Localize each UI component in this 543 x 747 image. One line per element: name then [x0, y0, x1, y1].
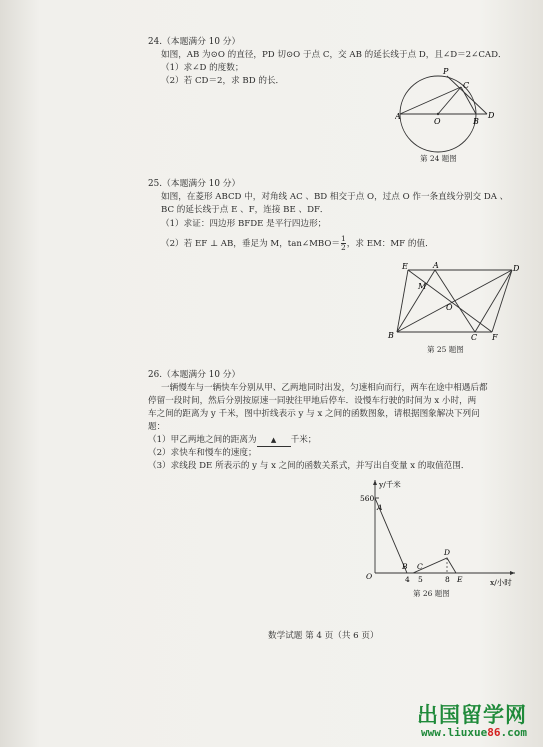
q26-graph-point-e: E [457, 575, 463, 584]
q24-label-a: A [395, 112, 401, 121]
q25-label-e: E [402, 262, 408, 271]
q24-label-c: C [463, 81, 470, 90]
q26-graph-ytick-560: 560 [360, 494, 375, 503]
q24-part2: （2）若 CD＝2，求 BD 的长． [161, 76, 285, 86]
q26-caption: 第 26 题图 [413, 589, 450, 598]
q24-header: 24.（本题满分 10 分） [148, 37, 241, 47]
q26-graph-point-d: D [444, 548, 451, 557]
q24-label-p: P [443, 67, 449, 76]
q25-caption: 第 25 题图 [427, 345, 464, 354]
q25-statement-line1: 如图，在菱形 ABCD 中，对角线 AC 、BD 相交于点 O，过点 O 作一条直线分别交 DA 、 [161, 192, 509, 202]
watermark-url-post: .com [500, 726, 527, 739]
q26-part1-text: （1）甲乙两地之间的距离为 [148, 435, 257, 445]
q24-label-b: B [473, 117, 479, 126]
q25-fraction-num: 1 [341, 234, 346, 243]
q26-graph-xtick-4: 4 [405, 575, 410, 584]
q26-part2: （2）求快车和慢车的速度； [148, 448, 257, 458]
page-footer: 数学试题 第 4 页（共 6 页） [268, 631, 379, 641]
q25-part2-text: （2）若 EF ⊥ AB，垂足为 M，tan∠MBO＝ [161, 239, 341, 249]
q26-graph-point-c: C [417, 562, 423, 571]
q26-statement-line3: 车之间的距离为 y 千米，图中折线表示 y 与 x 之间的函数图象，请根据图象解决下列问 [148, 409, 480, 419]
q26-graph-xtick-8: 8 [445, 575, 450, 584]
q24-label-o: O [434, 117, 441, 126]
q25-label-b: B [388, 331, 394, 340]
q24-caption: 第 24 题图 [420, 154, 457, 163]
q26-part1 [148, 434, 316, 447]
q26-statement-line2: 停留一段时间，然后分别按原速一同驶往甲地后停车．设慢车行驶的时间为 x 小时，两 [148, 396, 477, 406]
q26-graph [360, 478, 520, 588]
watermark-url-pre: www.liuxue [421, 726, 488, 739]
q25-label-a: A [433, 262, 439, 270]
q25-figure [382, 262, 522, 342]
q26-graph-origin: O [366, 572, 373, 581]
q25-fraction-den: 2 [341, 243, 346, 252]
watermark-title: 出国留学网 [417, 703, 527, 727]
q26-header: 26.（本题满分 10 分） [148, 370, 241, 380]
q26-graph-point-b: B [402, 562, 408, 571]
q25-label-o: O [446, 303, 453, 312]
q26-part3: （3）求线段 DE 所表示的 y 与 x 之间的函数关系式，并写出自变量 x 的取值范围． [148, 461, 470, 471]
q24-statement: 如图，AB 为⊙O 的直径，PD 切⊙O 于点 C，交 AB 的延长线于点 D，且∠D＝2∠CAD． [161, 50, 507, 60]
watermark-url [421, 726, 527, 739]
q26-statement-line1: 一辆慢车与一辆快车分别从甲、乙两地同时出发，匀速相向而行，两车在途中相遇后都 [161, 383, 488, 393]
q25-label-f: F [492, 333, 498, 342]
q25-statement-line2: BC 的延长线于点 E 、F，连接 BE 、DF． [161, 205, 329, 215]
q24-figure [395, 64, 505, 160]
q26-graph-point-a: A [377, 503, 383, 512]
site-watermark [387, 699, 537, 743]
watermark-url-red: 86 [487, 726, 501, 739]
q26-answer-blank: ▲ [257, 434, 291, 447]
q25-part2-tail: ，求 EM：MF 的值． [346, 239, 434, 249]
q24-label-d: D [488, 111, 495, 120]
q25-fraction [341, 235, 346, 252]
q26-statement-line4: 题： [148, 422, 166, 432]
q25-label-c: C [471, 333, 478, 342]
q25-part2 [161, 235, 434, 252]
q25-label-d: D [513, 264, 520, 273]
q25-part1: （1）求证：四边形 BFDE 是平行四边形； [161, 219, 327, 229]
q25-header: 25.（本题满分 10 分） [148, 179, 241, 189]
q26-graph-ylabel: y/千米 [379, 480, 401, 489]
q26-part1-unit: 千米； [290, 435, 317, 445]
q26-graph-xtick-5: 5 [418, 575, 423, 584]
q25-label-m: M [418, 282, 427, 291]
q26-graph-xlabel: x/小时 [490, 578, 512, 587]
q24-part1: （1）求∠D 的度数； [161, 63, 244, 73]
